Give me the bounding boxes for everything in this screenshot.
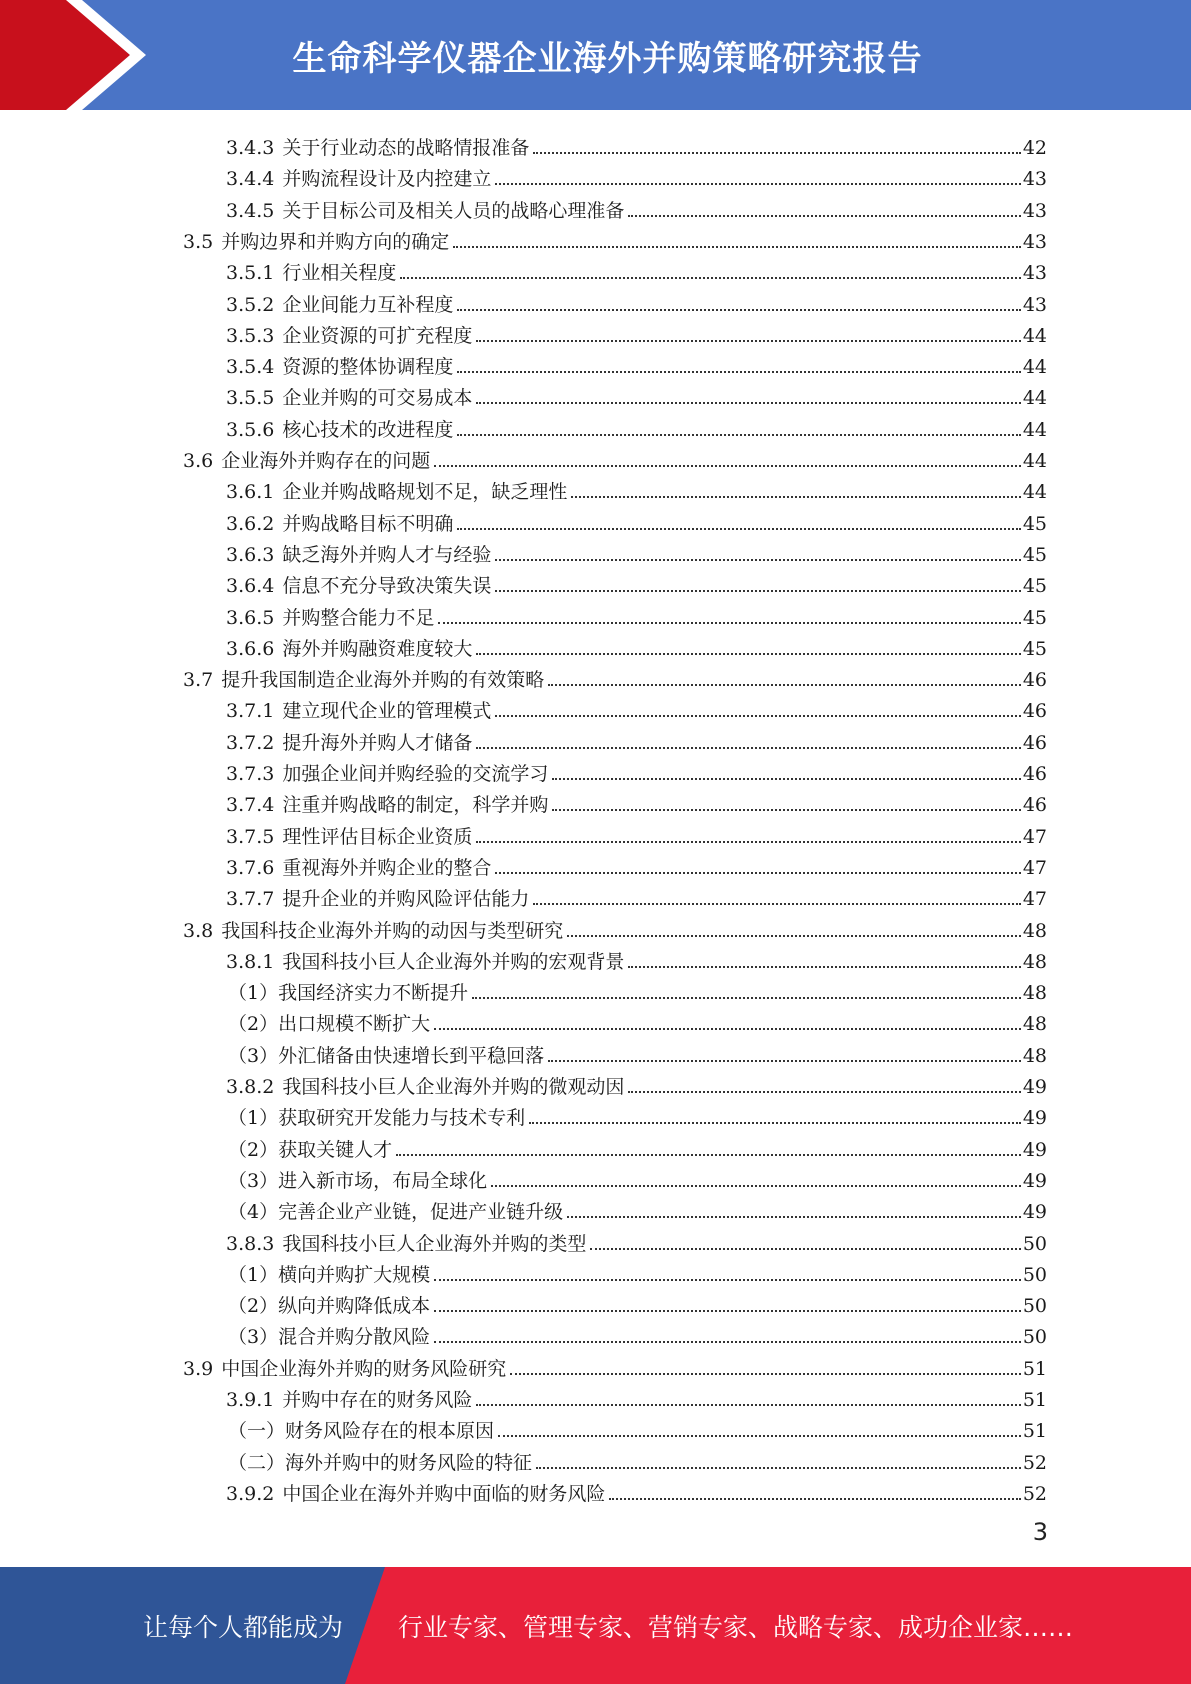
toc-entry-page: 46 (1022, 763, 1047, 785)
toc-entry[interactable] (228, 1098, 1047, 1129)
toc-dot-leader (628, 215, 1020, 217)
toc-dot-leader (495, 559, 1020, 561)
toc-dot-leader (567, 935, 1021, 937)
toc-entry-number: 3.5.5 (226, 387, 275, 410)
toc-entry-number: 3.5.3 (226, 324, 275, 347)
toc-entry-title: 企业海外并购存在的问题 (221, 450, 431, 472)
toc-entry-page: 46 (1022, 731, 1047, 754)
toc-dot-leader (434, 1028, 1021, 1030)
toc-entry-page: 45 (1022, 543, 1047, 566)
toc-entry[interactable] (226, 253, 1047, 284)
toc-entry[interactable] (226, 128, 1047, 159)
toc-entry-page: 46 (1022, 794, 1047, 817)
toc-entry[interactable] (226, 535, 1047, 566)
toc-entry-page: 44 (1022, 356, 1047, 379)
toc-entry-title: 我国科技小巨人企业海外并购的微观动因 (282, 1076, 625, 1098)
toc-entry[interactable] (226, 1224, 1047, 1255)
toc-entry[interactable] (226, 566, 1047, 597)
toc-entry-title: 横向并购扩大规模 (278, 1263, 431, 1286)
toc-entry-page: 42 (1022, 137, 1047, 159)
toc-entry-page: 52 (1022, 1451, 1047, 1474)
toc-entry[interactable] (226, 691, 1047, 722)
toc-dot-leader (457, 434, 1020, 436)
toc-entry-title: 并购流程设计及内控建立 (282, 168, 492, 191)
toc-entry-number: （2） (228, 1295, 279, 1318)
toc-entry-title: 我国科技企业海外并购的动因与类型研究 (221, 919, 564, 942)
toc-entry-number: 3.9.1 (226, 1389, 275, 1411)
toc-dot-leader (476, 747, 1020, 749)
toc-dot-leader (396, 1154, 1021, 1156)
toc-entry-number: 3.9.2 (226, 1482, 275, 1505)
toc-entry-number: 3.7 (183, 669, 214, 692)
toc-entry-number: 3.7.3 (226, 763, 275, 785)
toc-entry-title: 海外并购中的财务风险的特征 (285, 1451, 533, 1474)
page-header (0, 0, 1191, 110)
toc-entry-number: （二） (228, 1451, 286, 1474)
toc-entry[interactable] (183, 911, 1047, 942)
toc-entry-number: （一） (228, 1420, 286, 1443)
toc-entry[interactable] (228, 1286, 1047, 1317)
toc-entry-page: 43 (1022, 293, 1047, 316)
toc-dot-leader (628, 966, 1020, 968)
toc-entry[interactable] (228, 1443, 1047, 1474)
toc-entry[interactable] (226, 629, 1047, 660)
toc-entry[interactable] (226, 285, 1047, 316)
toc-entry-page: 46 (1022, 700, 1047, 723)
toc-dot-leader (548, 1060, 1021, 1062)
toc-entry-page: 48 (1022, 950, 1047, 973)
toc-entry-number: 3.5.2 (226, 293, 275, 316)
toc-entry-number: 3.7.2 (226, 731, 275, 754)
toc-entry-title: 并购战略目标不明确 (282, 512, 454, 535)
toc-entry-number: 3.5 (183, 230, 214, 253)
toc-entry-title: 纵向并购降低成本 (278, 1295, 431, 1318)
toc-dot-leader (590, 1248, 1020, 1250)
toc-entry-title: 关于行业动态的战略情报准备 (282, 137, 530, 159)
toc-entry-number: （3） (228, 1326, 279, 1349)
toc-dot-leader (457, 371, 1020, 373)
toc-entry[interactable] (183, 222, 1047, 253)
toc-entry-page: 44 (1022, 387, 1047, 410)
toc-dot-leader (552, 809, 1020, 811)
toc-dot-leader (434, 1341, 1021, 1343)
toc-entry-number: 3.8.3 (226, 1232, 275, 1255)
toc-entry-number: （2） (228, 1013, 279, 1036)
toc-entry-page: 44 (1022, 481, 1047, 504)
toc-entry[interactable] (228, 1317, 1047, 1348)
toc-entry-number: 3.7.5 (226, 825, 275, 848)
toc-dot-leader (510, 1373, 1021, 1375)
toc-dot-leader (628, 1091, 1020, 1093)
toc-entry-title: 我国科技小巨人企业海外并购的宏观背景 (282, 950, 625, 973)
toc-entry-page: 43 (1022, 230, 1047, 253)
toc-dot-leader (609, 1498, 1020, 1500)
toc-entry[interactable] (226, 378, 1047, 409)
toc-entry-title: 重视海外并购企业的整合 (282, 856, 492, 879)
toc-entry-number: 3.7.4 (226, 794, 275, 817)
toc-dot-leader (400, 277, 1020, 279)
toc-entry-number: （3） (228, 1044, 279, 1067)
toc-entry-page: 48 (1022, 1044, 1047, 1067)
toc-entry-number: 3.8 (183, 919, 214, 942)
toc-entry-title: 出口规模不断扩大 (278, 1013, 431, 1036)
toc-entry-title: 海外并购融资难度较大 (282, 637, 473, 660)
toc-entry[interactable] (228, 1192, 1047, 1223)
toc-entry[interactable] (226, 347, 1047, 378)
toc-entry-number: （1） (228, 1107, 279, 1130)
toc-entry-page: 44 (1022, 450, 1047, 472)
toc-entry-page: 49 (1022, 1201, 1047, 1224)
toc-entry-title: 提升企业的并购风险评估能力 (282, 888, 530, 911)
toc-entry-number: 3.6.4 (226, 575, 275, 598)
toc-entry-title: 中国企业在海外并购中面临的财务风险 (282, 1482, 606, 1505)
toc-entry-title: 建立现代企业的管理模式 (282, 700, 492, 723)
toc-entry-title: 企业间能力互补程度 (282, 293, 454, 316)
toc-dot-leader (548, 684, 1021, 686)
toc-entry-page: 44 (1022, 324, 1047, 347)
toc-entry-title: 获取关键人才 (278, 1138, 393, 1161)
toc-entry-page: 50 (1022, 1295, 1047, 1318)
toc-entry-number: 3.6.1 (226, 481, 275, 504)
toc-entry-title: 核心技术的改进程度 (282, 418, 454, 441)
toc-dot-leader (434, 1310, 1021, 1312)
toc-entry-title: 我国科技小巨人企业海外并购的类型 (282, 1232, 587, 1255)
toc-entry[interactable] (228, 1411, 1047, 1442)
toc-entry-number: （1） (228, 1263, 279, 1286)
toc-entry-title: 企业资源的可扩充程度 (282, 324, 473, 347)
toc-entry-number: 3.8.1 (226, 950, 275, 973)
toc-entry-title: 并购边界和并购方向的确定 (221, 230, 450, 253)
toc-dot-leader (495, 590, 1020, 592)
toc-entry[interactable] (228, 1130, 1047, 1161)
toc-entry-number: （3） (228, 1169, 279, 1192)
toc-entry-title: 缺乏海外并购人才与经验 (282, 543, 492, 566)
toc-dot-leader (476, 402, 1020, 404)
toc-dot-leader (438, 622, 1020, 624)
toc-entry[interactable] (183, 660, 1047, 691)
toc-entry-page: 48 (1022, 919, 1047, 942)
toc-entry-title: 加强企业间并购经验的交流学习 (282, 763, 549, 785)
toc-entry-title: 获取研究开发能力与技术专利 (278, 1107, 526, 1130)
toc-dot-leader (571, 496, 1020, 498)
toc-entry[interactable] (228, 973, 1047, 1004)
toc-dot-leader (498, 1435, 1021, 1437)
toc-entry-page: 44 (1022, 418, 1047, 441)
toc-entry-page: 48 (1022, 982, 1047, 1005)
toc-entry-title: 进入新市场，布局全球化 (278, 1169, 488, 1192)
toc-entry-number: （2） (228, 1138, 279, 1161)
toc-entry-title: 行业相关程度 (282, 262, 397, 285)
toc-entry-page: 47 (1022, 856, 1047, 879)
toc-entry-page: 43 (1022, 199, 1047, 222)
toc-entry-title: 并购中存在的财务风险 (282, 1389, 473, 1411)
toc-dot-leader (453, 246, 1021, 248)
toc-entry-page: 45 (1022, 512, 1047, 535)
toc-entry-page: 45 (1022, 637, 1047, 660)
toc-dot-leader (434, 1279, 1021, 1281)
toc-entry-title: 注重并购战略的制定，科学并购 (282, 794, 549, 817)
footer-slogan-left: 让每个人都能成为 (143, 1612, 344, 1642)
toc-dot-leader (567, 1216, 1021, 1218)
toc-entry[interactable] (226, 1067, 1047, 1098)
toc-dot-leader (476, 1404, 1020, 1406)
toc-entry-title: 企业并购的可交易成本 (282, 387, 473, 410)
toc-entry-number: 3.6 (183, 450, 214, 472)
toc-entry-title: 中国企业海外并购的财务风险研究 (221, 1357, 507, 1380)
toc-dot-leader (472, 997, 1021, 999)
toc-entry-page: 47 (1022, 825, 1047, 848)
toc-entry-title: 关于目标公司及相关人员的战略心理准备 (282, 199, 625, 222)
toc-dot-leader (495, 872, 1020, 874)
toc-entry-number: （1） (228, 982, 279, 1005)
toc-entry[interactable] (226, 723, 1047, 754)
toc-entry-page: 49 (1022, 1076, 1047, 1098)
toc-dot-leader (491, 1185, 1021, 1187)
toc-entry-number: 3.5.4 (226, 356, 275, 379)
toc-entry-number: 3.7.1 (226, 700, 275, 723)
toc-entry-title: 外汇储备由快速增长到平稳回落 (278, 1044, 545, 1067)
toc-entry[interactable] (226, 1474, 1047, 1505)
toc-entry[interactable] (226, 472, 1047, 503)
toc-dot-leader (434, 465, 1021, 467)
toc-dot-leader (476, 653, 1020, 655)
toc-entry[interactable] (228, 1161, 1047, 1192)
toc-entry-number: 3.4.3 (226, 137, 275, 159)
toc-entry-number: 3.6.5 (226, 606, 275, 629)
toc-entry-number: 3.5.1 (226, 262, 275, 285)
toc-entry-page: 51 (1022, 1389, 1047, 1411)
toc-entry-number: 3.9 (183, 1357, 214, 1380)
toc-entry-page: 46 (1022, 669, 1047, 692)
report-title: 生命科学仪器企业海外并购策略研究报告 (292, 38, 923, 79)
toc-entry-number: 3.8.2 (226, 1076, 275, 1098)
toc-entry-page: 50 (1022, 1232, 1047, 1255)
toc-entry-page: 51 (1022, 1357, 1047, 1380)
toc-dot-leader (476, 340, 1020, 342)
toc-entry-number: （4） (228, 1201, 279, 1224)
toc-entry-page: 43 (1022, 262, 1047, 285)
toc-entry-page: 49 (1022, 1138, 1047, 1161)
toc-dot-leader (495, 183, 1020, 185)
page-number: 3 (1032, 1518, 1048, 1546)
toc-entry[interactable] (226, 754, 1047, 785)
toc-entry[interactable] (228, 1036, 1047, 1067)
toc-entry[interactable] (226, 191, 1047, 222)
toc-entry[interactable] (228, 1255, 1047, 1286)
toc-entry-page: 49 (1022, 1107, 1047, 1130)
toc-entry-title: 资源的整体协调程度 (282, 356, 454, 379)
toc-entry-title: 提升我国制造企业海外并购的有效策略 (221, 669, 545, 692)
toc-entry[interactable] (226, 504, 1047, 535)
toc-entry-number: 3.6.3 (226, 543, 275, 566)
toc-entry[interactable] (226, 785, 1047, 816)
toc-entry-title: 我国经济实力不断提升 (278, 982, 469, 1005)
toc-dot-leader (529, 1122, 1021, 1124)
toc-entry-page: 45 (1022, 606, 1047, 629)
toc-entry-title: 完善企业产业链，促进产业链升级 (278, 1201, 564, 1224)
toc-entry-page: 50 (1022, 1326, 1047, 1349)
toc-entry-page: 43 (1022, 168, 1047, 191)
toc-entry-number: 3.6.6 (226, 637, 275, 660)
toc-entry[interactable] (226, 879, 1047, 910)
toc-entry-title: 并购整合能力不足 (282, 606, 435, 629)
toc-entry[interactable] (226, 1380, 1047, 1411)
page-footer (0, 1567, 1191, 1684)
toc-entry[interactable] (183, 441, 1047, 472)
toc-entry-page: 52 (1022, 1482, 1047, 1505)
toc-entry[interactable] (226, 316, 1047, 347)
toc-entry[interactable] (226, 848, 1047, 879)
toc-entry-number: 3.5.6 (226, 418, 275, 441)
toc-entry-page: 51 (1022, 1420, 1047, 1443)
toc-entry-title: 理性评估目标企业资质 (282, 825, 473, 848)
toc-entry-page: 45 (1022, 575, 1047, 598)
toc-entry-number: 3.6.2 (226, 512, 275, 535)
toc-entry-title: 企业并购战略规划不足，缺乏理性 (282, 481, 568, 504)
toc-entry-number: 3.7.7 (226, 888, 275, 911)
toc-entry[interactable] (226, 817, 1047, 848)
toc-entry[interactable] (226, 159, 1047, 190)
toc-entry-title: 混合并购分散风险 (278, 1326, 431, 1349)
toc-dot-leader (457, 528, 1020, 530)
toc-entry-title: 信息不充分导致决策失误 (282, 575, 492, 598)
toc-entry[interactable] (183, 1349, 1047, 1380)
toc-entry-number: 3.7.6 (226, 856, 275, 879)
toc-dot-leader (495, 715, 1020, 717)
toc-dot-leader (457, 309, 1020, 311)
toc-entry-page: 50 (1022, 1263, 1047, 1286)
toc-dot-leader (476, 841, 1020, 843)
toc-entry[interactable] (228, 1004, 1047, 1035)
toc-dot-leader (533, 152, 1020, 154)
toc-dot-leader (552, 778, 1020, 780)
toc-entry-title: 财务风险存在的根本原因 (285, 1420, 495, 1443)
toc-entry[interactable] (226, 410, 1047, 441)
toc-entry[interactable] (226, 942, 1047, 973)
toc-entry-page: 48 (1022, 1013, 1047, 1036)
toc-dot-leader (536, 1467, 1021, 1469)
toc-entry-number: 3.4.4 (226, 168, 275, 191)
footer-slogan-right: 行业专家、管理专家、营销专家、战略专家、成功企业家…… (398, 1612, 1074, 1642)
toc-entry[interactable] (226, 598, 1047, 629)
toc-entry-title: 提升海外并购人才储备 (282, 731, 473, 754)
toc-entry-page: 47 (1022, 888, 1047, 911)
toc-entry-number: 3.4.5 (226, 199, 275, 222)
toc-dot-leader (533, 903, 1020, 905)
toc-entry-page: 49 (1022, 1169, 1047, 1192)
